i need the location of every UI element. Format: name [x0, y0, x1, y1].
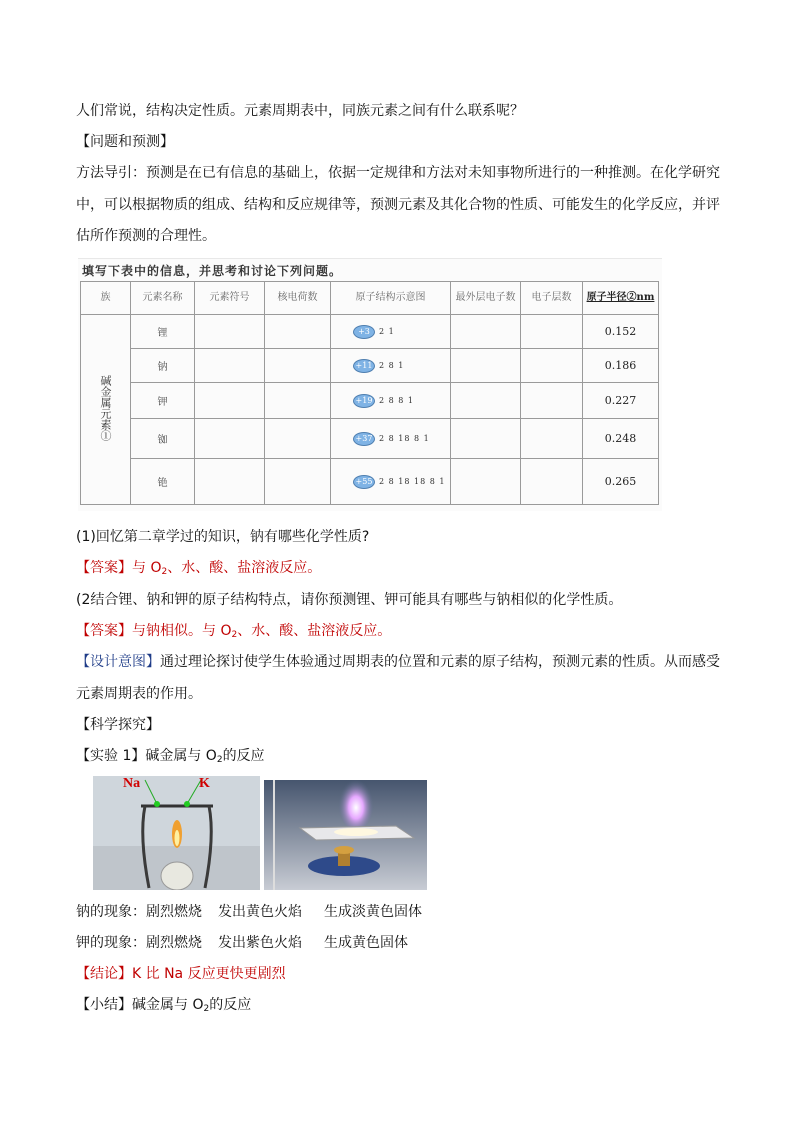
table-row	[81, 419, 659, 459]
atom-diagram	[331, 315, 451, 349]
answer-2	[76, 621, 391, 645]
element-symbol-cell	[195, 383, 265, 419]
shells: 2 8 18 8 1	[379, 434, 430, 443]
table-header-row	[81, 282, 659, 315]
answer-1	[76, 558, 321, 582]
na-observation	[76, 902, 422, 922]
outer-electrons-cell	[451, 315, 521, 349]
atom-diagram	[331, 419, 451, 459]
element-symbol-cell	[195, 419, 265, 459]
nucleus: +3	[353, 325, 375, 339]
shell-count-cell	[521, 383, 583, 419]
design-intent	[76, 652, 720, 672]
method-line-1: 方法导引：预测是在已有信息的基础上，依据一定规律和方法对未知事物所进行的一种推测。在化学研究	[76, 165, 720, 181]
header-atomic-structure: 原子结构示意图	[331, 282, 451, 315]
answer-2-text: 与钠相似。与 $O_2$、水、酸、盐溶液反应。	[132, 623, 392, 640]
section-science-heading: 【科学探究】	[76, 717, 160, 733]
shells: 2 8 18 18 8 1	[379, 477, 446, 486]
shell-count-cell	[521, 459, 583, 505]
group-label	[81, 315, 131, 505]
atomic-radius: 0.227	[583, 383, 659, 419]
nuclear-charge-cell	[265, 419, 331, 459]
k-obs-3: 生成黄色固体	[324, 935, 408, 951]
group-label-text: 碱金属元素①	[99, 374, 112, 441]
element-symbol-cell	[195, 459, 265, 505]
method-line-2: 中，可以根据物质的组成、结构和反应规律等，预测元素及其化合物的性质、可能发生的化学反应，并评	[76, 197, 720, 213]
k-obs-1: 钾的现象：剧烈燃烧	[76, 935, 202, 951]
table-row	[81, 459, 659, 505]
header-nuclear-charge: 核电荷数	[265, 282, 331, 315]
experiment-photo-na-k	[93, 776, 260, 890]
element-name: 铷	[131, 419, 195, 459]
section-question-heading: 【问题和预测】	[76, 134, 174, 150]
nucleus: +37	[353, 432, 375, 446]
alkali-metal-table-figure	[78, 258, 662, 511]
shell-count-cell	[521, 349, 583, 383]
shells: 2 8 1	[379, 361, 405, 370]
element-name: 锂	[131, 315, 195, 349]
table-row	[81, 383, 659, 419]
shells: 2 1	[379, 327, 395, 336]
shell-count-cell	[521, 315, 583, 349]
atomic-radius: 0.265	[583, 459, 659, 505]
answer-1-text: 与 $O_2$、水、酸、盐溶液反应。	[132, 560, 322, 577]
nuclear-charge-cell	[265, 315, 331, 349]
header-element-name: 元素名称	[131, 282, 195, 315]
nucleus: +11	[353, 359, 375, 373]
atomic-radius: 0.152	[583, 315, 659, 349]
outer-electrons-cell	[451, 459, 521, 505]
atom-diagram	[331, 459, 451, 505]
element-name: 钠	[131, 349, 195, 383]
question-1: (1)回忆第二章学过的知识，钠有哪些化学性质?	[76, 529, 370, 545]
summary-heading: 【小结】碱金属与 $O_2$的反应	[76, 997, 252, 1014]
method-line-3: 估所作预测的合理性。	[76, 228, 216, 244]
na-obs-1: 钠的现象：剧烈燃烧	[76, 904, 202, 920]
design-intent-tag: 【设计意图】	[76, 654, 160, 670]
atom-diagram	[331, 383, 451, 419]
answer-2-tag: 【答案】	[76, 623, 132, 639]
table-title: 填写下表中的信息，并思考和讨论下列问题。	[82, 264, 343, 278]
outer-electrons-cell	[451, 349, 521, 383]
label-k: K	[199, 776, 210, 791]
answer-1-tag: 【答案】	[76, 560, 132, 576]
nuclear-charge-cell	[265, 349, 331, 383]
element-symbol-cell	[195, 349, 265, 383]
header-outer-electrons: 最外层电子数	[451, 282, 521, 315]
experiment-photo-purple-flame	[264, 780, 427, 890]
header-element-symbol: 元素符号	[195, 282, 265, 315]
intro-text: 人们常说，结构决定性质。元素周期表中，同族元素之间有什么联系呢？	[76, 103, 524, 119]
element-name: 铯	[131, 459, 195, 505]
design-intent-line-2: 元素周期表的作用。	[76, 686, 202, 702]
atom-diagram	[331, 349, 451, 383]
shells: 2 8 8 1	[379, 396, 414, 405]
atomic-radius: 0.186	[583, 349, 659, 383]
experiment-1-heading: 【实验 1】碱金属与 $O_2$的反应	[76, 748, 265, 765]
na-obs-3: 生成淡黄色固体	[324, 904, 422, 920]
outer-electrons-cell	[451, 383, 521, 419]
conclusion-tag: 【结论】	[76, 966, 132, 982]
design-intent-text: 通过理论探讨使学生体验通过周期表的位置和元素的原子结构，预测元素的性质。从而感受	[160, 654, 720, 670]
conclusion	[76, 964, 286, 984]
table-row	[81, 349, 659, 383]
shell-count-cell	[521, 419, 583, 459]
nuclear-charge-cell	[265, 459, 331, 505]
k-observation	[76, 933, 408, 953]
nuclear-charge-cell	[265, 383, 331, 419]
header-electron-shells: 电子层数	[521, 282, 583, 315]
question-2: (2结合锂、钠和钾的原子结构特点，请你预测锂、钾可能具有哪些与钠相似的化学性质。	[76, 592, 623, 608]
header-group: 族	[81, 282, 131, 315]
k-obs-2: 发出紫色火焰	[218, 935, 302, 951]
label-na: Na	[123, 776, 141, 791]
outer-electrons-cell	[451, 419, 521, 459]
table-row	[81, 315, 659, 349]
header-atomic-radius: 原子半径②nm	[583, 282, 659, 315]
nucleus: +19	[353, 394, 375, 408]
element-name: 钾	[131, 383, 195, 419]
alkali-metal-table	[80, 281, 659, 505]
atomic-radius: 0.248	[583, 419, 659, 459]
conclusion-text: K 比 Na 反应更快更剧烈	[132, 966, 286, 982]
element-symbol-cell	[195, 315, 265, 349]
nucleus: +55	[353, 475, 375, 489]
na-obs-2: 发出黄色火焰	[218, 904, 302, 920]
